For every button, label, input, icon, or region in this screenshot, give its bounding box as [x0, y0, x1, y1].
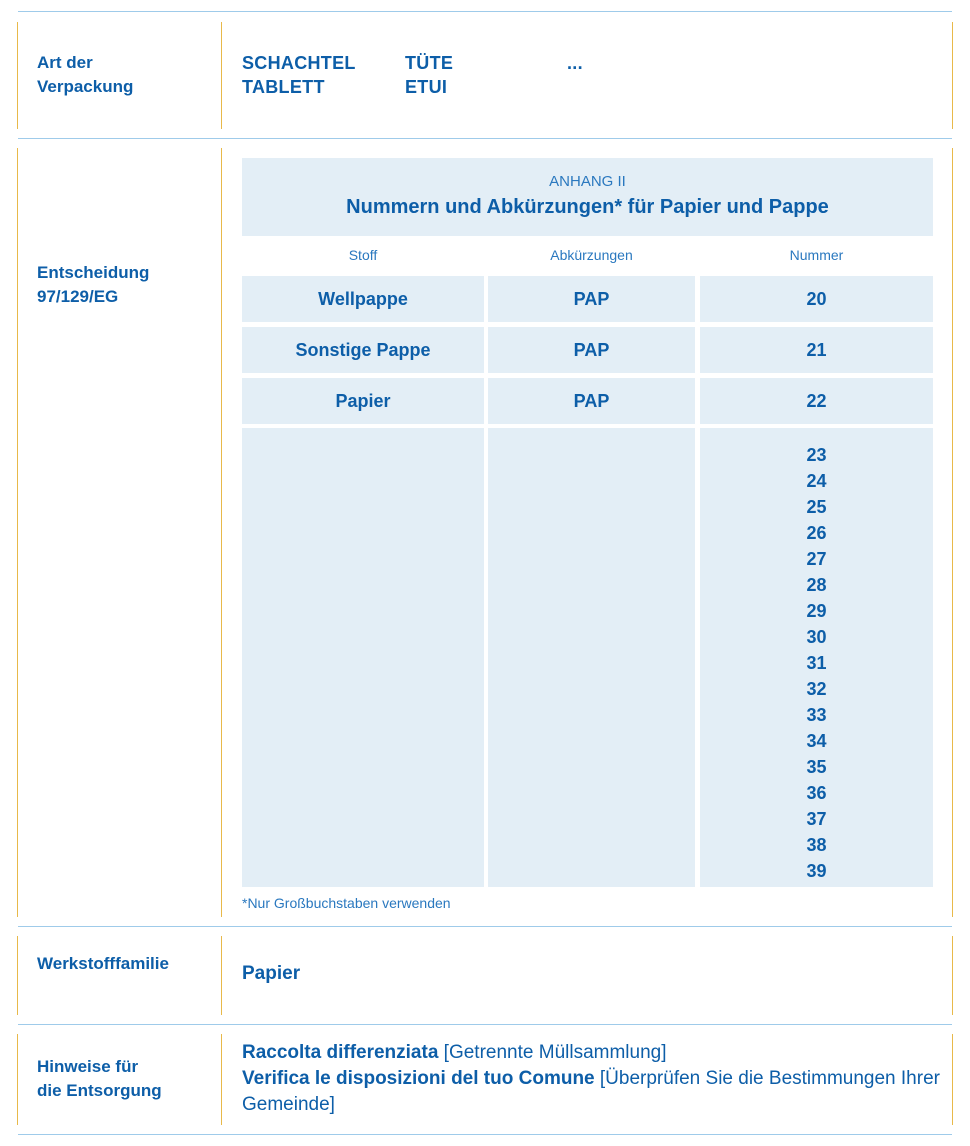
decision-label-line2: 97/129/EG [37, 287, 119, 306]
disposal-label-line2: die Entsorgung [37, 1081, 162, 1100]
number-list-item: 29 [806, 601, 827, 621]
number-list-item: 38 [806, 835, 827, 855]
section-border [221, 22, 222, 129]
divider-3 [18, 1024, 952, 1025]
divider-1 [18, 138, 952, 139]
annex-table-title: Nummern und Abkürzungen* für Papier und Pappe [346, 196, 829, 218]
disposal-note-2-bold: Verifica le disposizioni del tuo Comune [242, 1068, 595, 1089]
table-cell-abbr: PAP [488, 327, 695, 373]
number-list-item: 37 [806, 809, 827, 829]
number-list-item: 34 [806, 731, 827, 751]
column-header-stoff: Stoff [348, 247, 378, 263]
table-cell-material: Papier [242, 378, 484, 424]
divider-bottom [18, 1134, 952, 1135]
disposal-label [37, 1055, 162, 1103]
packaging-item-tablett: TABLETT [242, 77, 325, 97]
packaging-type-label [37, 51, 133, 99]
number-list-item: 32 [806, 679, 827, 699]
annex-label: ANHANG II [549, 173, 626, 190]
table-cell-number-list [700, 428, 933, 887]
table-cell-abbr-empty [488, 428, 695, 887]
decision-label-line1: Entscheidung [37, 263, 150, 282]
table-cell-material-empty [242, 428, 484, 887]
packaging-type-label-line1: Art der [37, 53, 93, 72]
disposal-note-2 [242, 1066, 942, 1118]
table-cell-material: Sonstige Pappe [242, 327, 484, 373]
column-header-abkuerzungen: Abkürzungen [550, 247, 633, 263]
table-cell-material: Wellpappe [242, 276, 484, 322]
footnote: *Nur Großbuchstaben verwenden [242, 895, 451, 911]
table-cell-abbr: PAP [488, 378, 695, 424]
table-cell-number: 20 [700, 276, 933, 322]
divider-2 [18, 926, 952, 927]
section-border [221, 936, 222, 1015]
table-cell-abbr: PAP [488, 276, 695, 322]
packaging-type-label-line2: Verpackung [37, 77, 134, 96]
table-cell-number: 21 [700, 327, 933, 373]
packaging-item-ellipsis: ... [567, 53, 583, 73]
disposal-note-1-regular: [Getrennte Müllsammlung] [438, 1042, 667, 1063]
number-list-item: 27 [806, 549, 827, 569]
table-cell-number: 22 [700, 378, 933, 424]
packaging-item-schachtel: SCHACHTEL [242, 53, 356, 73]
section-border [17, 1034, 18, 1125]
number-list-item: 36 [806, 783, 827, 803]
number-list [700, 442, 933, 884]
number-list-item: 23 [806, 445, 827, 465]
column-header-nummer: Nummer [789, 247, 844, 263]
section-border [17, 22, 18, 129]
divider-top [18, 11, 952, 12]
section-border [17, 148, 18, 917]
material-family-value: Papier [242, 963, 301, 984]
number-list-item: 35 [806, 757, 827, 777]
annex-table-header [242, 158, 933, 236]
material-family-label: Werkstofffamilie [37, 954, 169, 973]
disposal-label-line1: Hinweise für [37, 1057, 139, 1076]
section-border [221, 1034, 222, 1125]
section-border [952, 936, 953, 1015]
packaging-item-tuete: TÜTE [405, 53, 454, 73]
number-list-item: 33 [806, 705, 827, 725]
disposal-note-1-bold: Raccolta differenziata [242, 1042, 439, 1063]
decision-label [37, 261, 149, 309]
disposal-note-1 [242, 1040, 942, 1066]
disposal-note-2-regular: [Überprüfen Sie die Bestimmungen Ihrer Gemeinde] [242, 1068, 940, 1115]
section-border [17, 936, 18, 1015]
section-border [952, 22, 953, 129]
number-list-item: 26 [806, 523, 827, 543]
number-list-item: 39 [806, 861, 827, 881]
section-border [221, 148, 222, 917]
number-list-item: 25 [806, 497, 827, 517]
section-border [952, 148, 953, 917]
number-list-item: 24 [806, 471, 827, 491]
number-list-item: 28 [806, 575, 827, 595]
packaging-item-etui: ETUI [405, 77, 448, 97]
section-border [952, 1034, 953, 1125]
disposal-notes [242, 1040, 942, 1118]
number-list-item: 30 [806, 627, 827, 647]
number-list-item: 31 [806, 653, 827, 673]
